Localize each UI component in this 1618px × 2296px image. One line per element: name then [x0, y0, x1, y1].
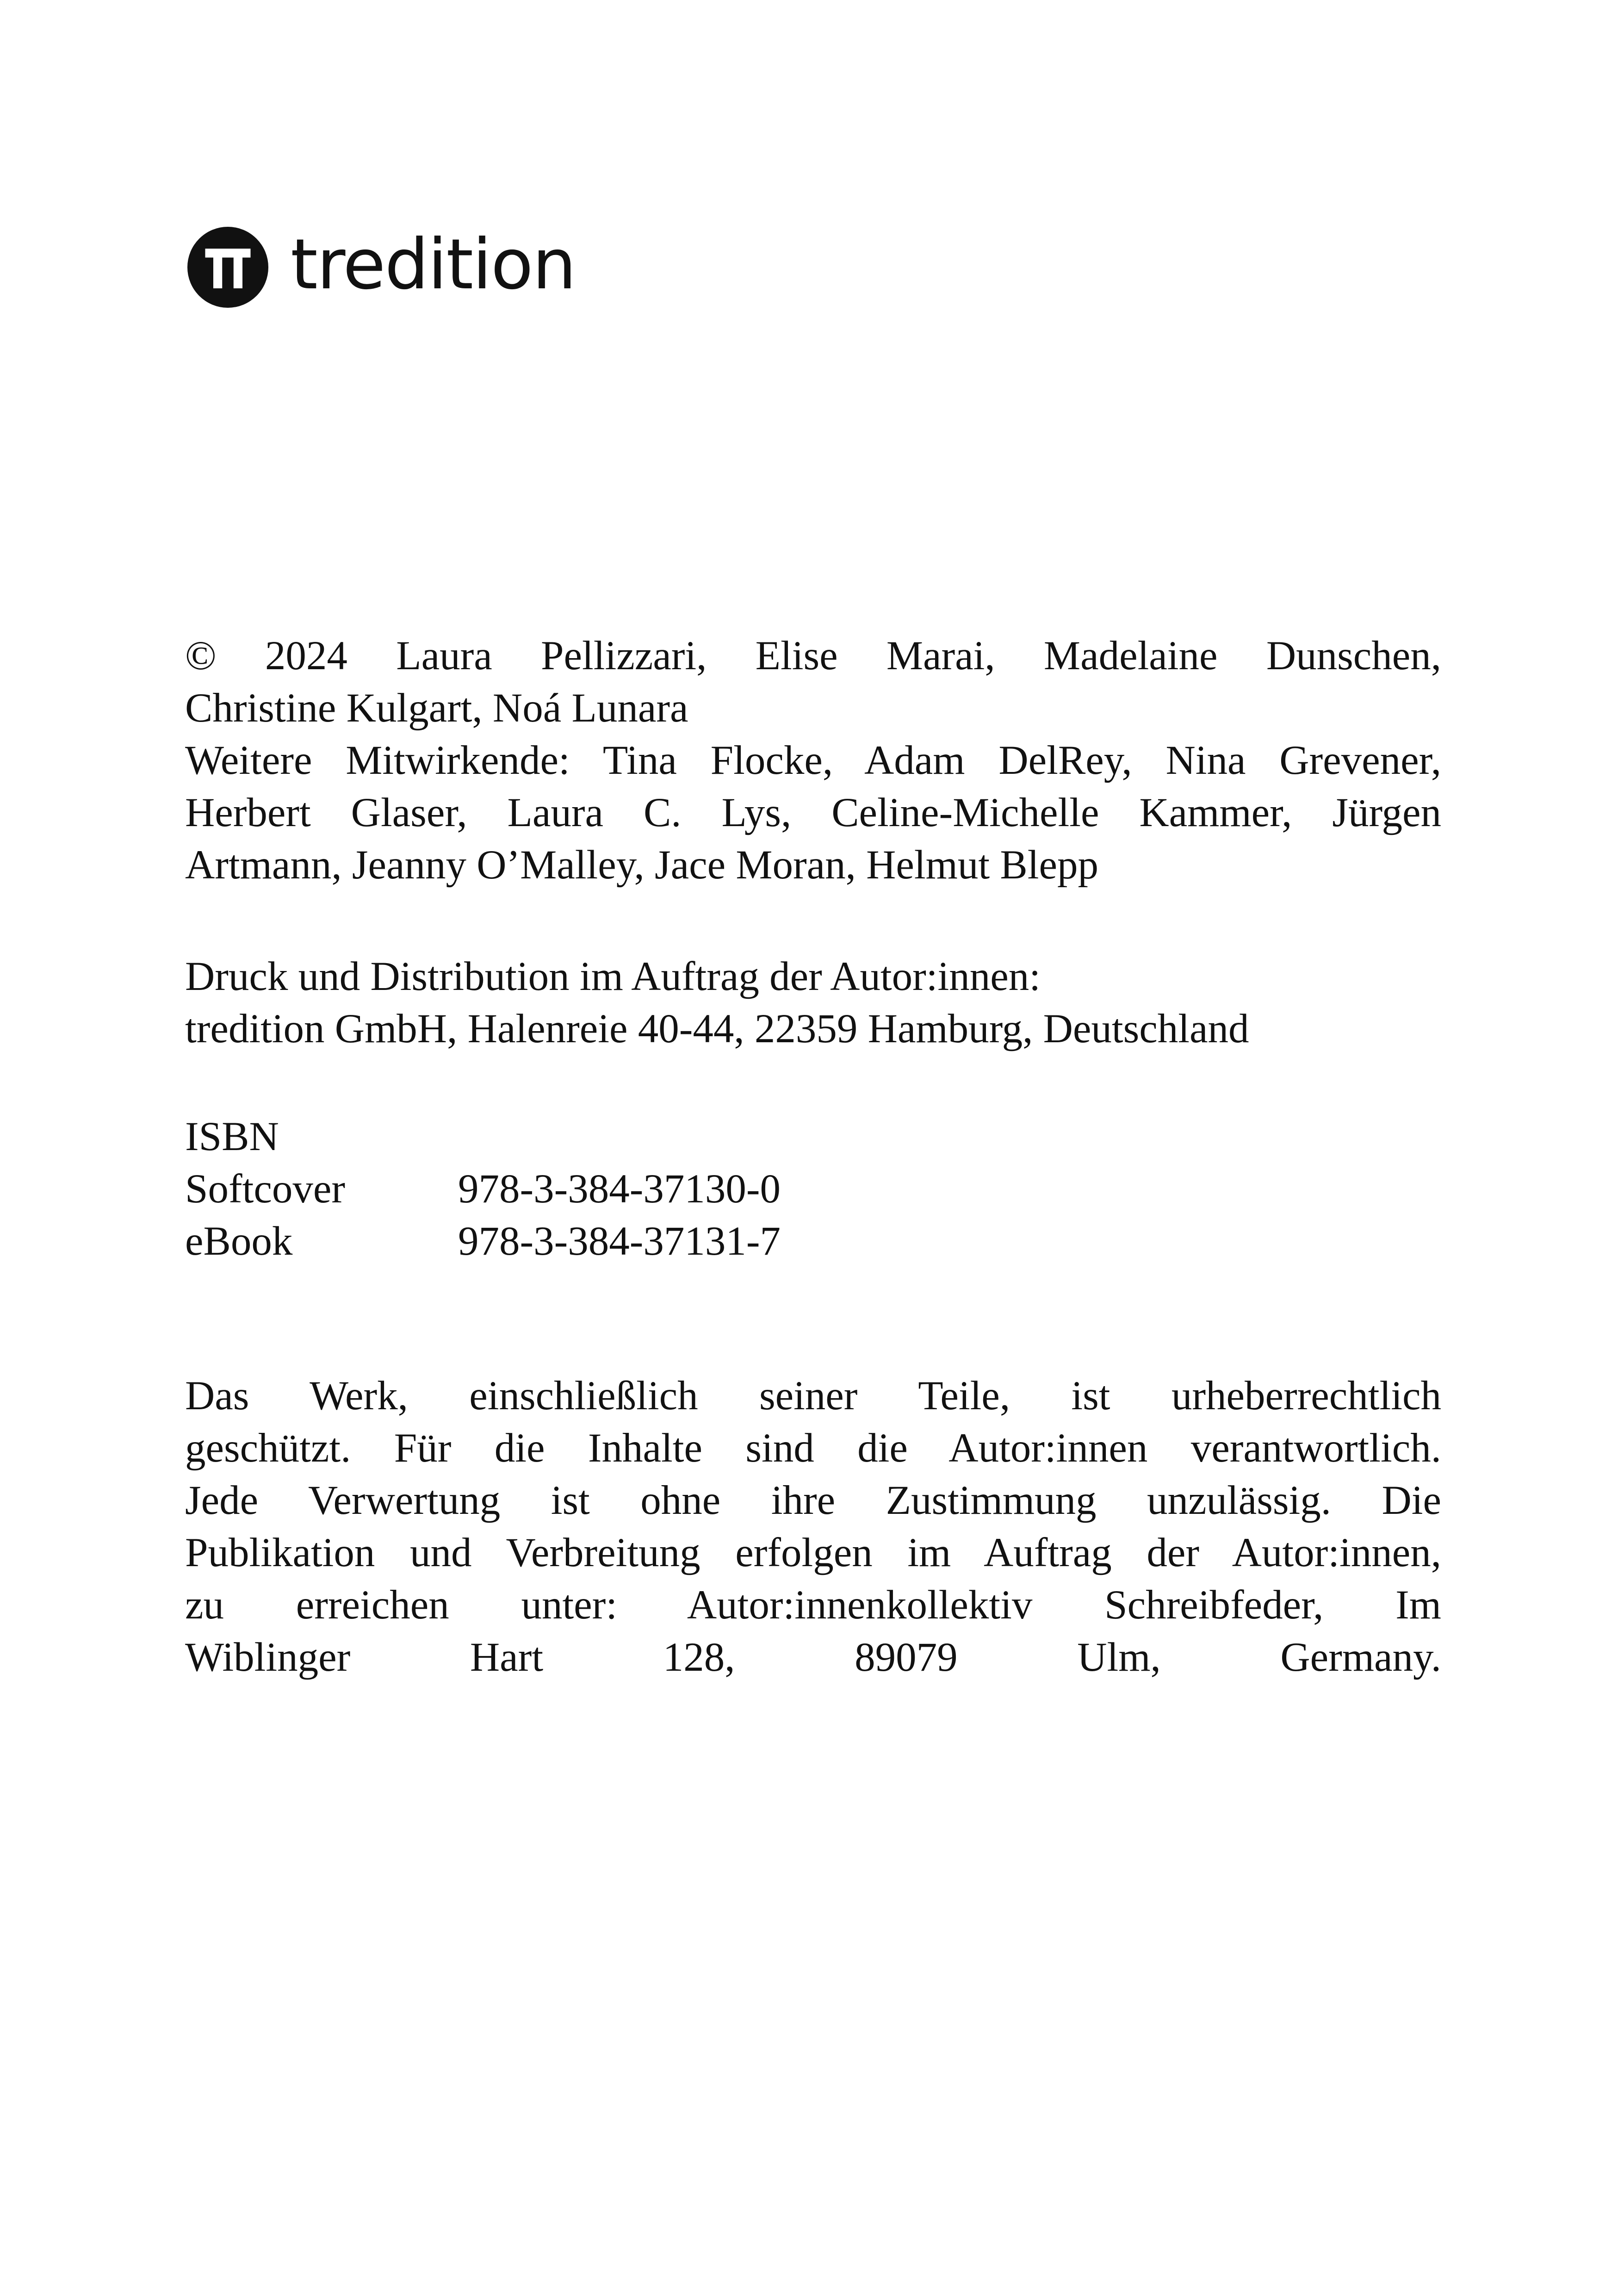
- rights-line: zu erreichen unter: Autor:innenkollektiv Schreibfeder, Im: [185, 1582, 1441, 1628]
- rights-line: Das Werk, einschließlich seiner Teile, ist urheberrechtlich: [185, 1373, 1441, 1419]
- rights-line: Publikation und Verbreitung erfolgen im Auftrag der Autor:innen,: [185, 1530, 1441, 1575]
- tredition-logo-icon: [187, 227, 268, 308]
- isbn-label: Softcover: [185, 1166, 346, 1212]
- logo-wordmark: tredition: [291, 224, 576, 305]
- isbn-label: eBook: [185, 1219, 293, 1264]
- contributors-line: Artmann, Jeanny O’Malley, Jace Moran, Helmut Blepp: [185, 842, 1098, 888]
- isbn-row-softcover: [185, 1163, 1441, 1215]
- contributors-line: Weitere Mitwirkende: Tina Flocke, Adam DelRey, Nina Grevener,: [185, 738, 1441, 783]
- print-distribution-section: [185, 951, 1441, 1055]
- print-address-line: tredition GmbH, Halenreie 40-44, 22359 Hamburg, Deutschland: [185, 1006, 1249, 1052]
- copyright-line: © 2024 Laura Pellizzari, Elise Marai, Madelaine Dunschen,: [185, 633, 1441, 678]
- rights-line: geschützt. Für die Inhalte sind die Autor:innen verantwortlich.: [185, 1425, 1441, 1471]
- rights-line: Wiblinger Hart 128, 89079 Ulm, Germany.: [185, 1635, 1441, 1680]
- isbn-row-ebook: [185, 1215, 1441, 1268]
- rights-notice-section: [185, 1370, 1441, 1684]
- isbn-value: 978-3-384-37130-0: [458, 1166, 781, 1212]
- print-line: Druck und Distribution im Auftrag der Autor:innen:: [185, 954, 1041, 999]
- isbn-section: [185, 1111, 1441, 1268]
- copyright-line: Christine Kulgart, Noá Lunara: [185, 685, 688, 731]
- publisher-logo: [187, 224, 576, 308]
- copyright-section: [185, 630, 1441, 891]
- isbn-heading: ISBN: [185, 1114, 279, 1159]
- rights-line: Jede Verwertung ist ohne ihre Zustimmung unzulässig. Die: [185, 1478, 1441, 1523]
- contributors-line: Herbert Glaser, Laura C. Lys, Celine-Michelle Kammer, Jürgen: [185, 790, 1441, 835]
- isbn-value: 978-3-384-37131-7: [458, 1219, 781, 1264]
